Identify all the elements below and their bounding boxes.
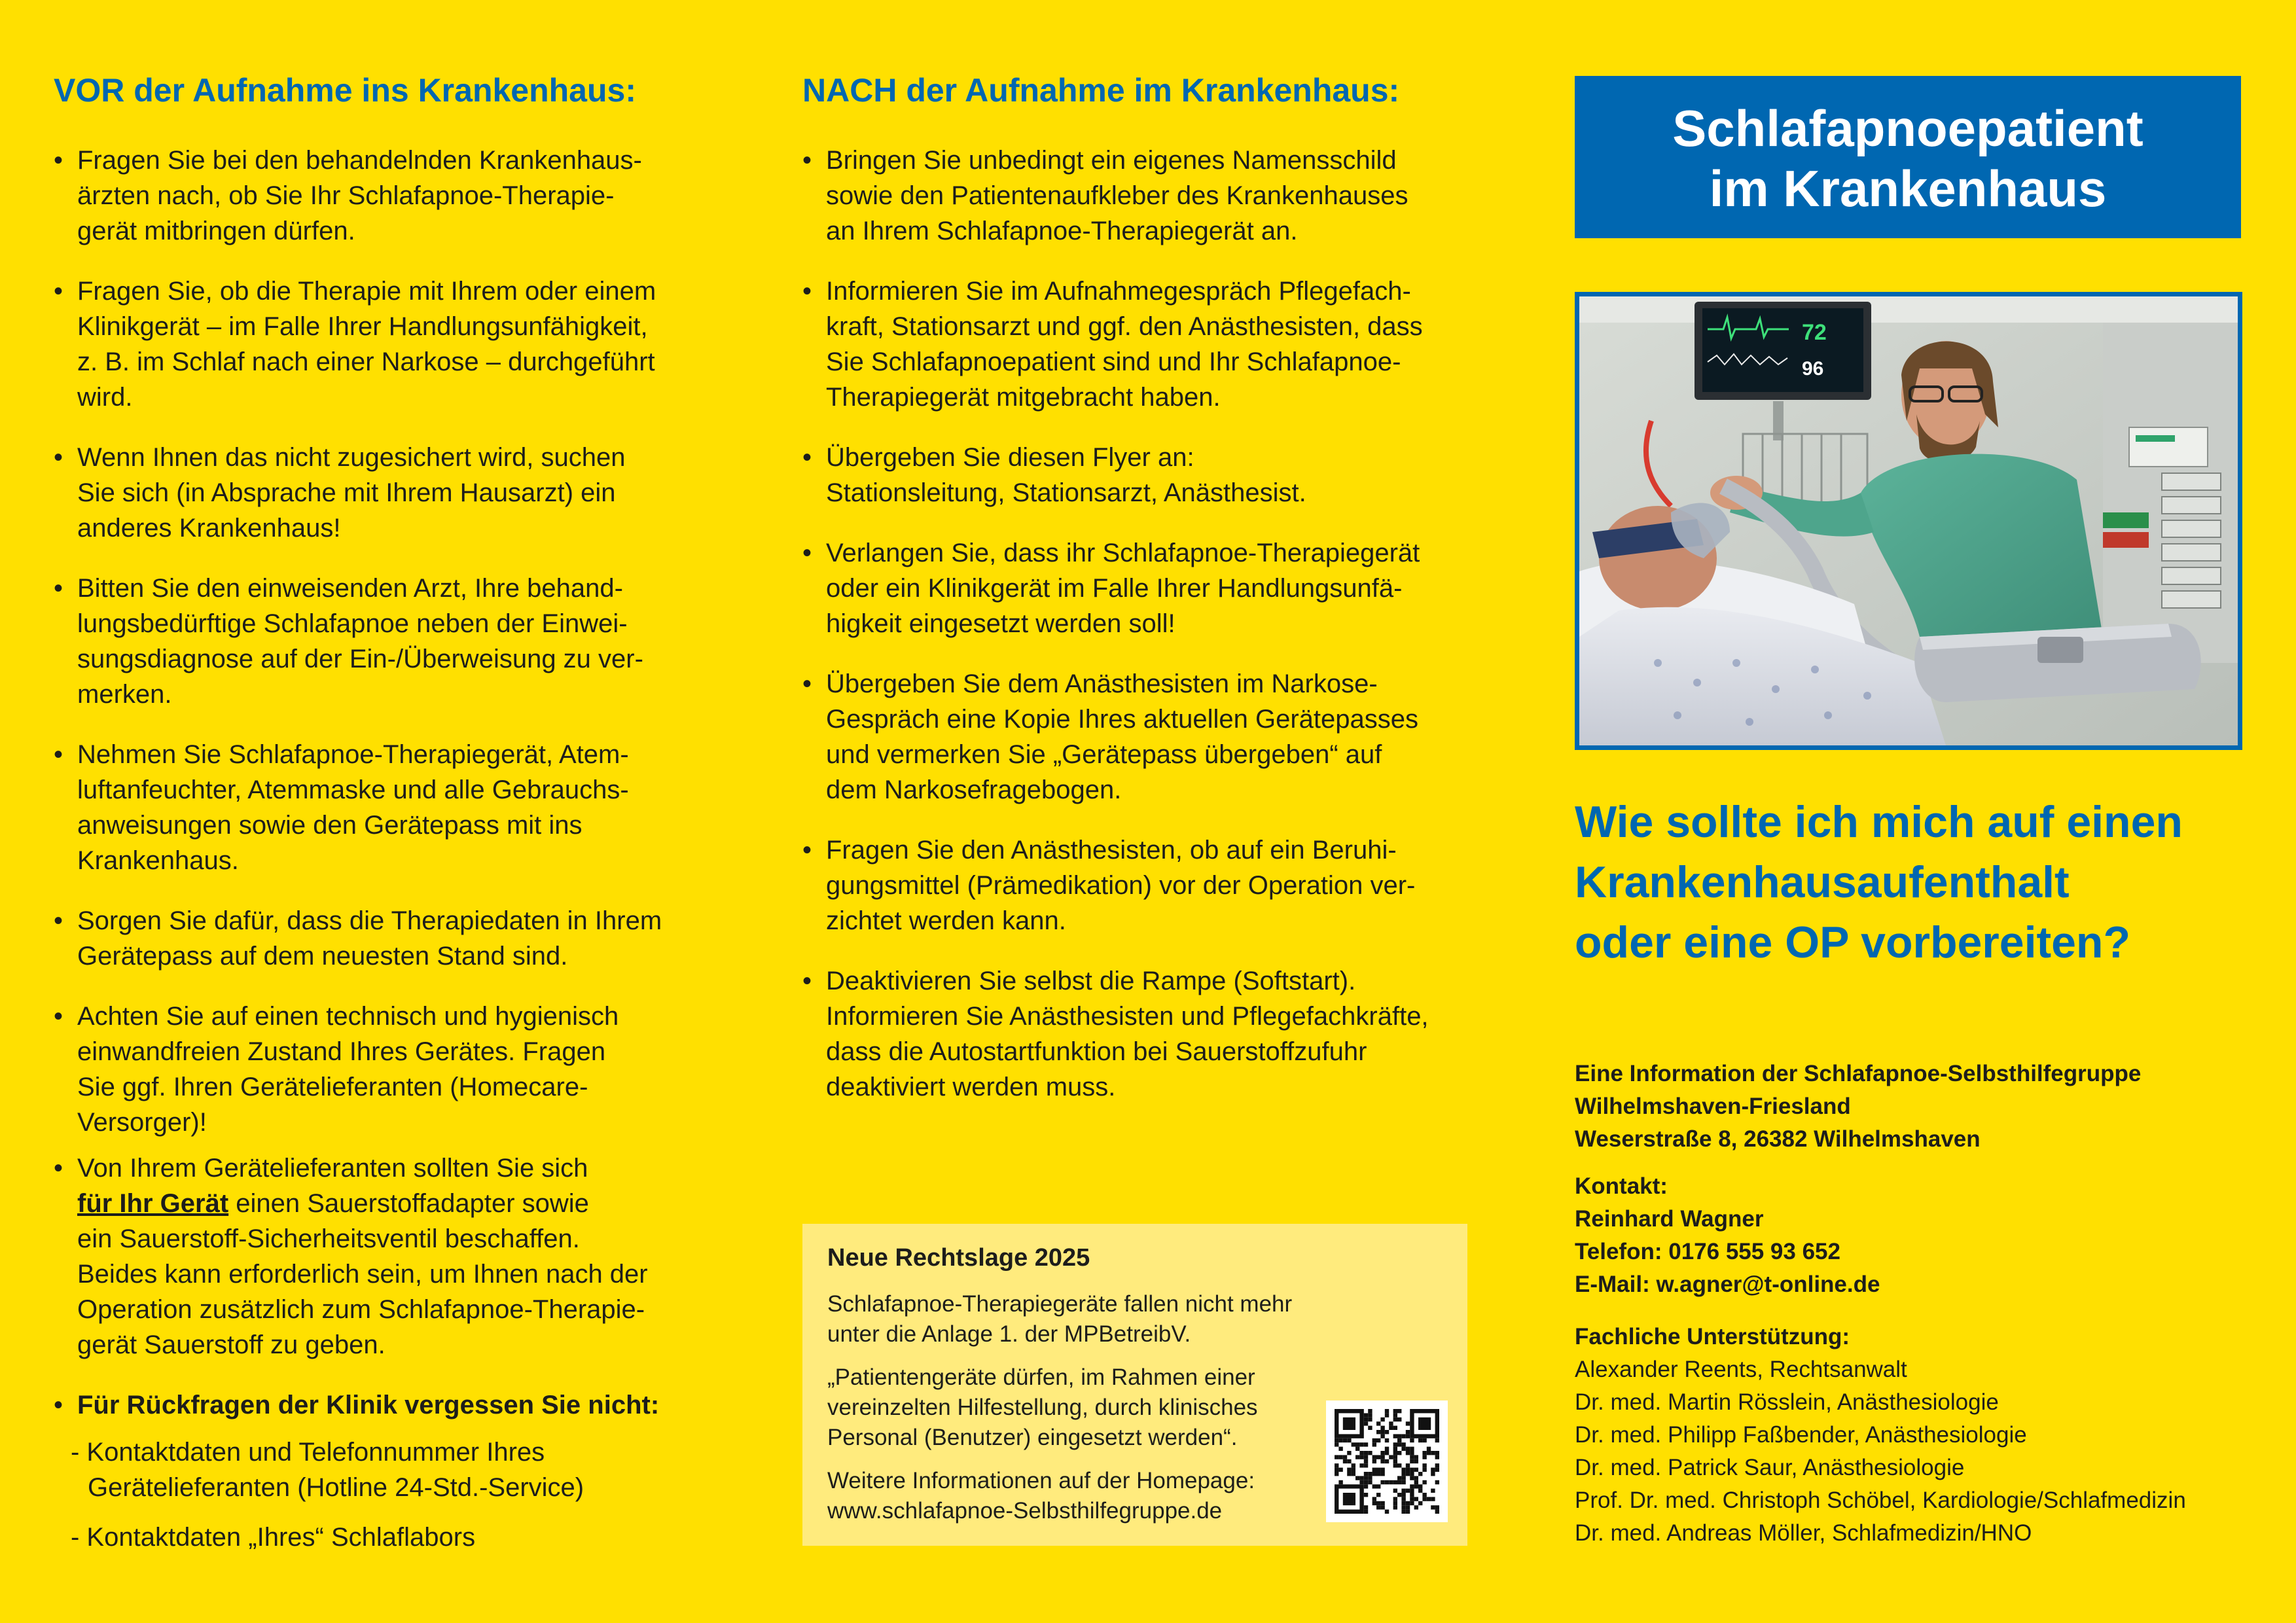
- after-admission-list: [802, 143, 1483, 1130]
- list-item: • Achten Sie auf einen technisch und hygienisch einwandfreien Zustand Ihres Gerätes. Fragen Sie ggf. Ihren Gerätelieferanten (Homecare- Versorger)!: [54, 999, 715, 1140]
- support-item: Dr. med. Martin Rösslein, Anästhesiologie: [1575, 1389, 1999, 1415]
- list-item: • Übergeben Sie diesen Flyer an: Stationsleitung, Stationsarzt, Anästhesist.: [802, 440, 1483, 510]
- support-item: Dr. med. Patrick Saur, Anästhesiologie: [1575, 1455, 1965, 1480]
- before-admission-list: [54, 143, 715, 1580]
- title-line-2: im Krankenhaus: [1709, 160, 2107, 217]
- after-admission-heading: NACH der Aufnahme im Krankenhaus:: [802, 72, 1400, 109]
- list-item: • Fragen Sie den Anästhesisten, ob auf ein Beruhi- gungsmittel (Prämedikation) vor der Operation ver- zichtet werden kann.: [802, 832, 1483, 938]
- list-item: • Informieren Sie im Aufnahmegespräch Pflegefach- kraft, Stationsarzt und ggf. den Anästhesisten, dass Sie Schlafapnoepatient sind und Ihr Schlafapnoe- Therapiegerät mitgebracht haben.: [802, 274, 1483, 415]
- support-item: Dr. med. Andreas Möller, Schlafmedizin/HNO: [1575, 1520, 2032, 1546]
- list-item: • Verlangen Sie, dass ihr Schlafapnoe-Therapiegerät oder ein Klinikgerät im Falle Ihrer Handlungsunfä- higkeit eingesetzt werden soll!: [802, 535, 1483, 641]
- contact-name: Reinhard Wagner: [1575, 1206, 1764, 1232]
- list-item: [54, 1387, 715, 1555]
- list-item: • Fragen Sie bei den behandelnden Krankenhaus- ärzten nach, ob Sie Ihr Schlafapnoe-Therapie- gerät mitbringen dürfen.: [54, 143, 715, 249]
- contact-label: Kontakt:: [1575, 1173, 1668, 1199]
- legal-info-homepage: Weitere Informationen auf der Homepage: www.schlafapnoe-Selbsthilfegruppe.de: [827, 1466, 1255, 1526]
- list-item: • Nehmen Sie Schlafapnoe-Therapiegerät, Atem- luftanfeuchter, Atemmaske und alle Gebrauchs- anweisungen sowie den Gerätepass mit ins Krankenhaus.: [54, 737, 715, 878]
- support-item: Prof. Dr. med. Christoph Schöbel, Kardiologie/Schlafmedizin: [1575, 1488, 2186, 1513]
- qr-code[interactable]: [1326, 1400, 1448, 1522]
- contact-email[interactable]: E-Mail: w.agner@t-online.de: [1575, 1272, 1880, 1297]
- homepage-link[interactable]: www.schlafapnoe-Selbsthilfegruppe.de: [827, 1498, 1223, 1524]
- list-item: • Wenn Ihnen das nicht zugesichert wird, suchen Sie sich (in Absprache mit Ihrem Hausarzt) ein anderes Krankenhaus!: [54, 440, 715, 546]
- title-banner: [1575, 76, 2241, 238]
- before-admission-heading: VOR der Aufnahme ins Krankenhaus:: [54, 72, 636, 109]
- legal-info-paragraph: Schlafapnoe-Therapiegeräte fallen nicht mehr unter die Anlage 1. der MPBetreibV.: [827, 1291, 1293, 1347]
- list-item: • Bringen Sie unbedingt ein eigenes Namensschild sowie den Patientenaufkleber des Krankenhauses an Ihrem Schlafapnoe-Therapiegerät an.: [802, 143, 1483, 249]
- spo2-readout: 96: [1802, 358, 1824, 380]
- callback-title: • Für Rückfragen der Klinik vergessen Sie nicht:: [77, 1391, 660, 1419]
- title-line-1: Schlafapnoepatient: [1672, 99, 2144, 157]
- legal-info-quote: „Patientengeräte dürfen, im Rahmen einer vereinzelten Hilfestellung, durch klinisches Personal (Benutzer) eingesetzt werden“.: [827, 1364, 1258, 1450]
- hospital-scene-illustration: [1579, 296, 2238, 745]
- legal-info-box: [802, 1224, 1467, 1546]
- hospital-photo: [1575, 292, 2242, 750]
- list-item: • Von Ihrem Gerätelieferanten sollten Sie sich für Ihr Gerät einen Sauerstoffadapter sowie ein Sauerstoff-Sicherheitsventil beschaffen. Beides kann erforderlich sein, um Ihnen nach der Operation zusätzlich zum Schlafapnoe-Therapie- gerät Sauerstoff zu geben.: [54, 1150, 715, 1363]
- list-item: • Übergeben Sie dem Anästhesisten im Narkose- Gespräch eine Kopie Ihres aktuellen Gerätepasses und vermerken Sie „Gerätepass übergeben“ auf dem Narkosefragebogen.: [802, 666, 1483, 808]
- sub-list-item: - Kontaktdaten „Ihres“ Schlaflabors: [71, 1523, 476, 1552]
- pulse-readout: 72: [1802, 320, 1827, 345]
- question-heading: Wie sollte ich mich auf einen Krankenhausaufenthalt oder eine OP vorbereiten?: [1575, 797, 2183, 967]
- contact-phone[interactable]: Telefon: 0176 555 93 652: [1575, 1239, 1840, 1264]
- qr-code-graphic: [1326, 1400, 1448, 1522]
- underlined-text: für Ihr Gerät: [77, 1189, 229, 1218]
- list-item: • Bitten Sie den einweisenden Arzt, Ihre behand- lungsbedürftige Schlafapnoe neben der Einwei- sungsdiagnose auf der Ein-/Überweisung zu ver- merken.: [54, 571, 715, 712]
- support-item: Dr. med. Philipp Faßbender, Anästhesiologie: [1575, 1422, 2027, 1448]
- list-item: • Fragen Sie, ob die Therapie mit Ihrem oder einem Klinikgerät – im Falle Ihrer Handlungsunfähigkeit, z. B. im Schlaf nach einer Narkose – durchgeführt wird.: [54, 274, 715, 415]
- support-label: Fachliche Unterstützung:: [1575, 1324, 1850, 1349]
- list-item: • Sorgen Sie dafür, dass die Therapiedaten in Ihrem Gerätepass auf dem neuesten Stand sind.: [54, 903, 715, 974]
- support-item: Alexander Reents, Rechtsanwalt: [1575, 1357, 1907, 1382]
- callback-sublist: [71, 1435, 715, 1555]
- contact-info: Eine Information der Schlafapnoe-Selbsthilfegruppe Wilhelmshaven-Friesland Weserstraße 8, 26382 Wilhelmshaven Kontakt: Reinhard Wagner Telefon: 0176 555 93 652 E-Mail: w.agner@t-online.de Fachliche Unterstützung: Alexander Reents, Rechtsanwalt Dr. med. Martin Rösslein, Anästhesiologie Dr. med. Philipp Faßbender, Anästhesiologie Dr. med. Patrick Saur, Anästhesiologie Prof. Dr. med. Christoph Schöbel, Kardiologie/Schlafmedizin Dr. med. Andreas Möller, Schlafmedizin/HNO: [1575, 1058, 2186, 1550]
- legal-info-title: Neue Rechtslage 2025: [827, 1244, 1090, 1272]
- list-item: • Deaktivieren Sie selbst die Rampe (Softstart). Informieren Sie Anästhesisten und Pflegefachkräfte, dass die Autostartfunktion bei Sauerstoffzufuhr deaktiviert werden muss.: [802, 963, 1483, 1105]
- sub-list-item: - Kontaktdaten und Telefonnummer Ihres Gerätelieferanten (Hotline 24-Std.-Service): [71, 1438, 584, 1502]
